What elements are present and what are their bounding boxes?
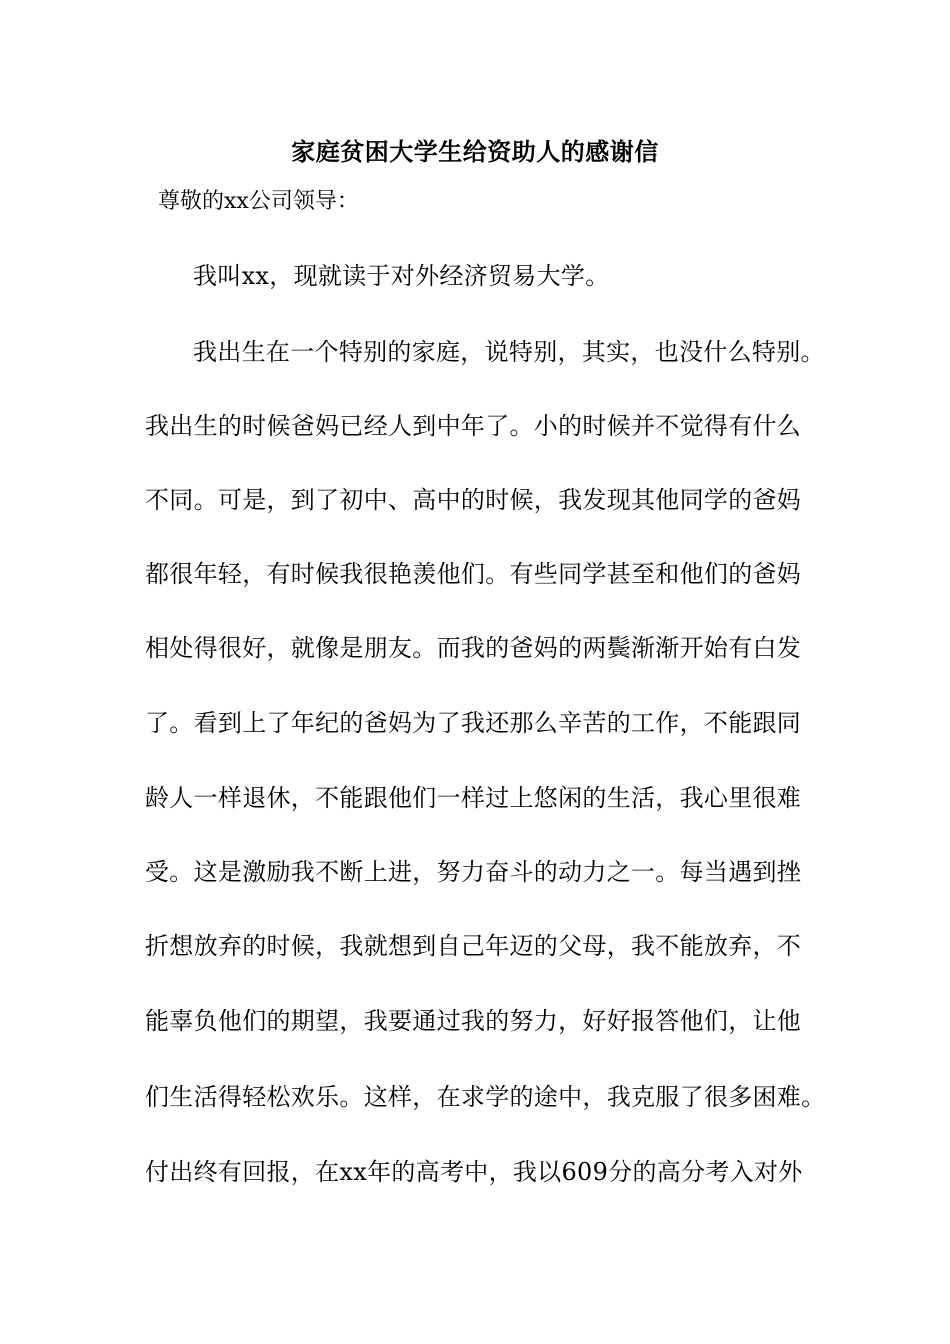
paragraph-line: 了。看到上了年纪的爸妈为了我还那么辛苦的工作，不能跟同	[145, 709, 802, 737]
paragraph-line: 不同。可是，到了初中、高中的时候，我发现其他同学的爸妈	[145, 486, 802, 514]
paragraph-line: 受。这是激励我不断上进，努力奋斗的动力之一。每当遇到挫	[145, 858, 802, 886]
paragraph-line: 我出生在一个特别的家庭，说特别，其实，也没什么特别。	[193, 338, 825, 366]
paragraph-line: 都很年轻，有时候我很艳羡他们。有些同学甚至和他们的爸妈	[145, 560, 802, 588]
letter-title: 家庭贫困大学生给资助人的感谢信	[291, 137, 659, 166]
paragraph-line: 我叫xx，现就读于对外经济贸易大学。	[193, 262, 610, 290]
paragraph-line: 我出生的时候爸妈已经人到中年了。小的时候并不觉得有什么	[145, 412, 802, 440]
paragraph-line: 相处得很好，就像是朋友。而我的爸妈的两鬓渐渐开始有白发	[145, 634, 802, 662]
salutation: 尊敬的xx公司领导：	[158, 189, 359, 214]
paragraph-line: 付出终有回报，在xx年的高考中，我以609分的高分考入对外	[145, 1158, 803, 1186]
paragraph-line: 能辜负他们的期望，我要通过我的努力，好好报答他们，让他	[145, 1007, 802, 1035]
paragraph-line: 们生活得轻松欢乐。这样，在求学的途中，我克服了很多困难。	[145, 1083, 826, 1111]
paragraph-line: 龄人一样退休，不能跟他们一样过上悠闲的生活，我心里很难	[145, 784, 802, 812]
paragraph-line: 折想放弃的时候，我就想到自己年迈的父母，我不能放弃，不	[145, 932, 802, 960]
